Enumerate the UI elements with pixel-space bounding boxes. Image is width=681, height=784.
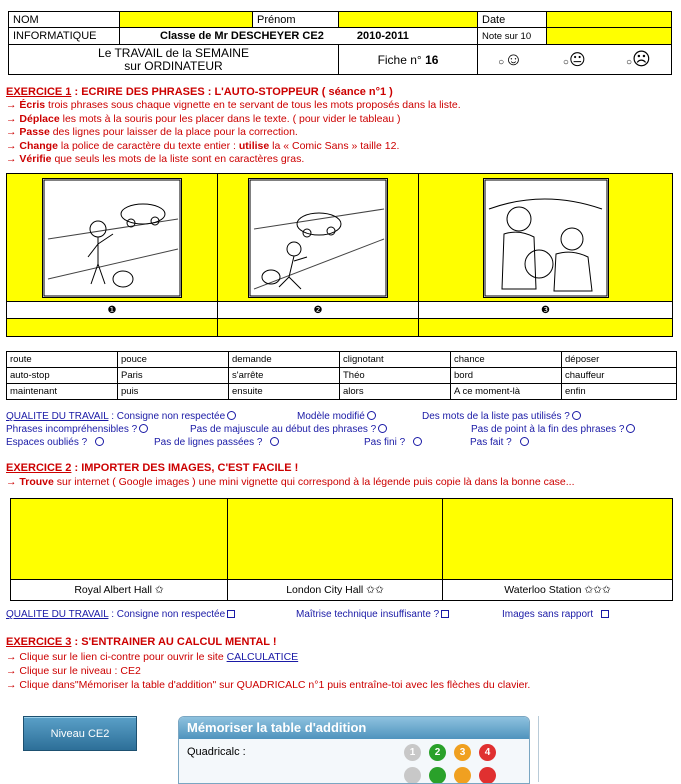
image-slot-3[interactable] <box>443 499 673 580</box>
fiche-label: Fiche n° <box>377 52 422 67</box>
calculatice-link[interactable]: CALCULATICE <box>226 651 299 663</box>
travail-title <box>9 45 339 75</box>
word-cell[interactable]: bord <box>451 368 562 384</box>
ex1-title-rest: : ECRIRE DES PHRASES : L'AUTO-STOPPEUR ( séance n°1 ) <box>74 86 393 98</box>
travail-line1: Le TRAVAIL de la SEMAINE <box>98 45 249 60</box>
radio-option[interactable] <box>378 424 387 433</box>
radio-option[interactable] <box>139 424 148 433</box>
panel-2 <box>218 174 419 302</box>
car-interior-drawing <box>483 178 609 298</box>
word-cell[interactable]: pouce <box>118 352 229 368</box>
level-4-button[interactable]: 4 <box>479 744 496 761</box>
word-cell[interactable]: demande <box>229 352 340 368</box>
qualite-item: : Consigne non respectée <box>111 411 226 422</box>
ex2-title-rest: : IMPORTER DES IMAGES, C'EST FACILE ! <box>74 462 299 474</box>
radio-option[interactable] <box>572 411 581 420</box>
qualite-item: Pas fait ? <box>470 437 512 448</box>
checkbox-option[interactable] <box>441 610 449 618</box>
qualite-item: Maîtrise technique insuffisante ? <box>296 609 440 620</box>
ex2-title <box>6 462 298 474</box>
quadricalc-levels <box>404 744 496 761</box>
word-list-table <box>6 351 677 400</box>
word-cell[interactable]: Paris <box>118 368 229 384</box>
images-table <box>10 498 673 601</box>
fiche-number: 16 <box>425 52 439 67</box>
qualite-item: Espaces oubliés ? <box>6 437 88 448</box>
caption-2: London City Hall ✩✩ <box>228 580 443 601</box>
qualite-item: Des mots de la liste pas utilisés ? <box>422 411 570 422</box>
panel-number-1: ❶ <box>7 302 218 319</box>
ex3-line1: Clique sur le lien ci-contre pour ouvrir le site <box>19 651 227 663</box>
header-table <box>8 11 672 75</box>
qualite-item: Phrases incompréhensibles ? <box>6 424 138 435</box>
comic-panels-table <box>6 173 673 337</box>
classe-cell <box>120 28 478 45</box>
travail-line2: sur ORDINATEUR <box>124 58 223 73</box>
ex3-title-prefix: EXERCICE 3 <box>6 636 72 648</box>
prenom-field[interactable] <box>339 12 478 28</box>
annee-text: 2010-2011 <box>356 30 409 42</box>
sentence-field-1[interactable] <box>7 319 218 337</box>
ex1-title-prefix: EXERCICE 1 <box>6 86 72 98</box>
date-label: Date <box>478 12 547 28</box>
ex1-title <box>6 86 393 98</box>
ex2-instruction: → Trouve sur internet ( Google images ) une mini vignette qui correspond à la légende puis copie là dans la bonne case... <box>6 476 575 488</box>
panel-divider <box>538 716 539 782</box>
ex2-title-prefix: EXERCICE 2 <box>6 462 72 474</box>
level-dot[interactable] <box>429 767 446 784</box>
date-field[interactable] <box>547 12 672 28</box>
qualite1-label: QUALITE DU TRAVAIL <box>6 411 109 422</box>
nom-field[interactable] <box>120 12 253 28</box>
word-cell[interactable]: maintenant <box>7 384 118 400</box>
word-cell[interactable]: route <box>7 352 118 368</box>
word-cell[interactable]: chance <box>451 352 562 368</box>
word-cell[interactable]: déposer <box>562 352 677 368</box>
qualite-item: Pas fini ? <box>364 437 406 448</box>
word-cell[interactable]: puis <box>118 384 229 400</box>
panel-number-2: ❷ <box>218 302 419 319</box>
nom-label: NOM <box>9 12 120 28</box>
addition-panel-title: Mémoriser la table d'addition <box>179 717 529 739</box>
note-label: Note sur 10 <box>478 28 547 45</box>
ex3-line3: Clique dans"Mémoriser la table d'addition" sur QUADRICALC n°1 puis entraîne-toi avec les flèches du clavier. <box>19 679 531 691</box>
prenom-label: Prénom <box>253 12 339 28</box>
radio-option[interactable] <box>626 424 635 433</box>
word-cell[interactable]: clignotant <box>340 352 451 368</box>
qualite2-block <box>6 609 676 622</box>
radio-option[interactable] <box>270 437 279 446</box>
caption-3: Waterloo Station ✩✩✩ <box>443 580 673 601</box>
sad-face-option[interactable]: ○☹ <box>625 49 651 69</box>
instruction-1: → Écris trois phrases sous chaque vignette en te servant de tous les mots proposés dans la liste. <box>6 99 461 111</box>
word-cell[interactable]: A ce moment-là <box>451 384 562 400</box>
informatique-label: INFORMATIQUE <box>9 28 120 45</box>
ex3-title <box>6 636 277 648</box>
hitchhiker-drawing-2 <box>248 178 388 298</box>
qualite-item: Pas de majuscule au début des phrases ? <box>190 424 377 435</box>
qualite-item: Modèle modifié <box>297 411 365 422</box>
sentence-field-2[interactable] <box>218 319 419 337</box>
qualite2-label: QUALITE DU TRAVAIL <box>6 609 109 620</box>
instruction-4: → Change la police de caractère du texte entier : utilise la « Comic Sans » taille 12. <box>6 139 400 152</box>
classe-text: Classe de Mr DESCHEYER CE2 <box>160 30 324 42</box>
radio-option[interactable] <box>367 411 376 420</box>
qualite-item: Images sans rapport <box>502 609 594 620</box>
hitchhiker-drawing-1 <box>42 178 182 298</box>
radio-option[interactable] <box>413 437 422 446</box>
neutral-face-icon: 😐︎ <box>568 51 586 69</box>
fiche-cell <box>339 45 478 75</box>
sentence-field-3[interactable] <box>419 319 673 337</box>
panel-3 <box>419 174 673 302</box>
word-row <box>7 384 677 400</box>
happy-face-option[interactable]: ○☺ <box>498 49 523 69</box>
word-cell[interactable]: auto-stop <box>7 368 118 384</box>
radio-option[interactable] <box>95 437 104 446</box>
level-3-button[interactable]: 3 <box>454 744 471 761</box>
niveau-ce2-label: Niveau CE2 <box>50 727 110 740</box>
ex3-line2: Clique sur le niveau : CE2 <box>19 665 141 677</box>
radio-option[interactable] <box>520 437 529 446</box>
word-row <box>7 352 677 368</box>
word-cell[interactable]: chauffeur <box>562 368 677 384</box>
level-dot[interactable] <box>454 767 471 784</box>
note-field[interactable] <box>547 28 672 45</box>
level-2-button[interactable]: 2 <box>429 744 446 761</box>
instruction-3: → Passe des lignes pour laisser de la place pour la correction. <box>6 126 298 138</box>
level-1-button[interactable]: 1 <box>404 744 421 761</box>
addition-panel <box>178 716 530 784</box>
level-dot[interactable] <box>404 767 421 784</box>
instruction-5: → Vérifie que seuls les mots de la liste sont en caractères gras. <box>6 153 305 165</box>
image-slot-2[interactable] <box>228 499 443 580</box>
image-slot-1[interactable] <box>11 499 228 580</box>
quadricalc-levels-row2 <box>404 767 496 784</box>
neutral-face-option[interactable]: ○😐︎ <box>562 51 586 69</box>
radio-option[interactable] <box>227 411 236 420</box>
checkbox-option[interactable] <box>227 610 235 618</box>
word-cell[interactable]: alors <box>340 384 451 400</box>
ex3-instructions: → Clique sur le lien ci-contre pour ouvrir le site CALCULATICE → Clique sur le niveau : CE2 → Clique dans"Mémoriser la table d'addition" sur QUADRICALC n°1 puis entraîne-toi avec les flèches du clavier. <box>6 651 531 691</box>
word-cell[interactable]: s'arrête <box>229 368 340 384</box>
star-icon: ✩✩✩ <box>584 584 611 596</box>
star-icon: ✩ <box>154 584 164 596</box>
qualite-item: Pas de point à la fin des phrases ? <box>471 424 625 435</box>
checkbox-option[interactable] <box>601 610 609 618</box>
ex1-instructions <box>6 99 461 167</box>
qualite1-block <box>6 410 676 449</box>
niveau-ce2-button[interactable] <box>23 716 137 751</box>
qualite-item: : Consigne non respectée <box>111 609 226 620</box>
star-icon: ✩✩ <box>366 584 384 596</box>
quadricalc-label: Quadricalc : <box>187 746 246 758</box>
qualite-item: Pas de lignes passées ? <box>154 437 263 448</box>
panel-1 <box>7 174 218 302</box>
ex3-title-rest: : S'ENTRAINER AU CALCUL MENTAL ! <box>74 636 277 648</box>
caption-1: Royal Albert Hall ✩ <box>11 580 228 601</box>
smiley-cell <box>478 45 672 75</box>
word-cell[interactable]: Théo <box>340 368 451 384</box>
instruction-2: → Déplace les mots à la souris pour les placer dans le texte. ( pour vider le tableau ) <box>6 112 401 125</box>
word-row <box>7 368 677 384</box>
panel-number-3: ❸ <box>419 302 673 319</box>
word-cell[interactable]: ensuite <box>229 384 340 400</box>
level-dot[interactable] <box>479 767 496 784</box>
word-cell[interactable]: enfin <box>562 384 677 400</box>
